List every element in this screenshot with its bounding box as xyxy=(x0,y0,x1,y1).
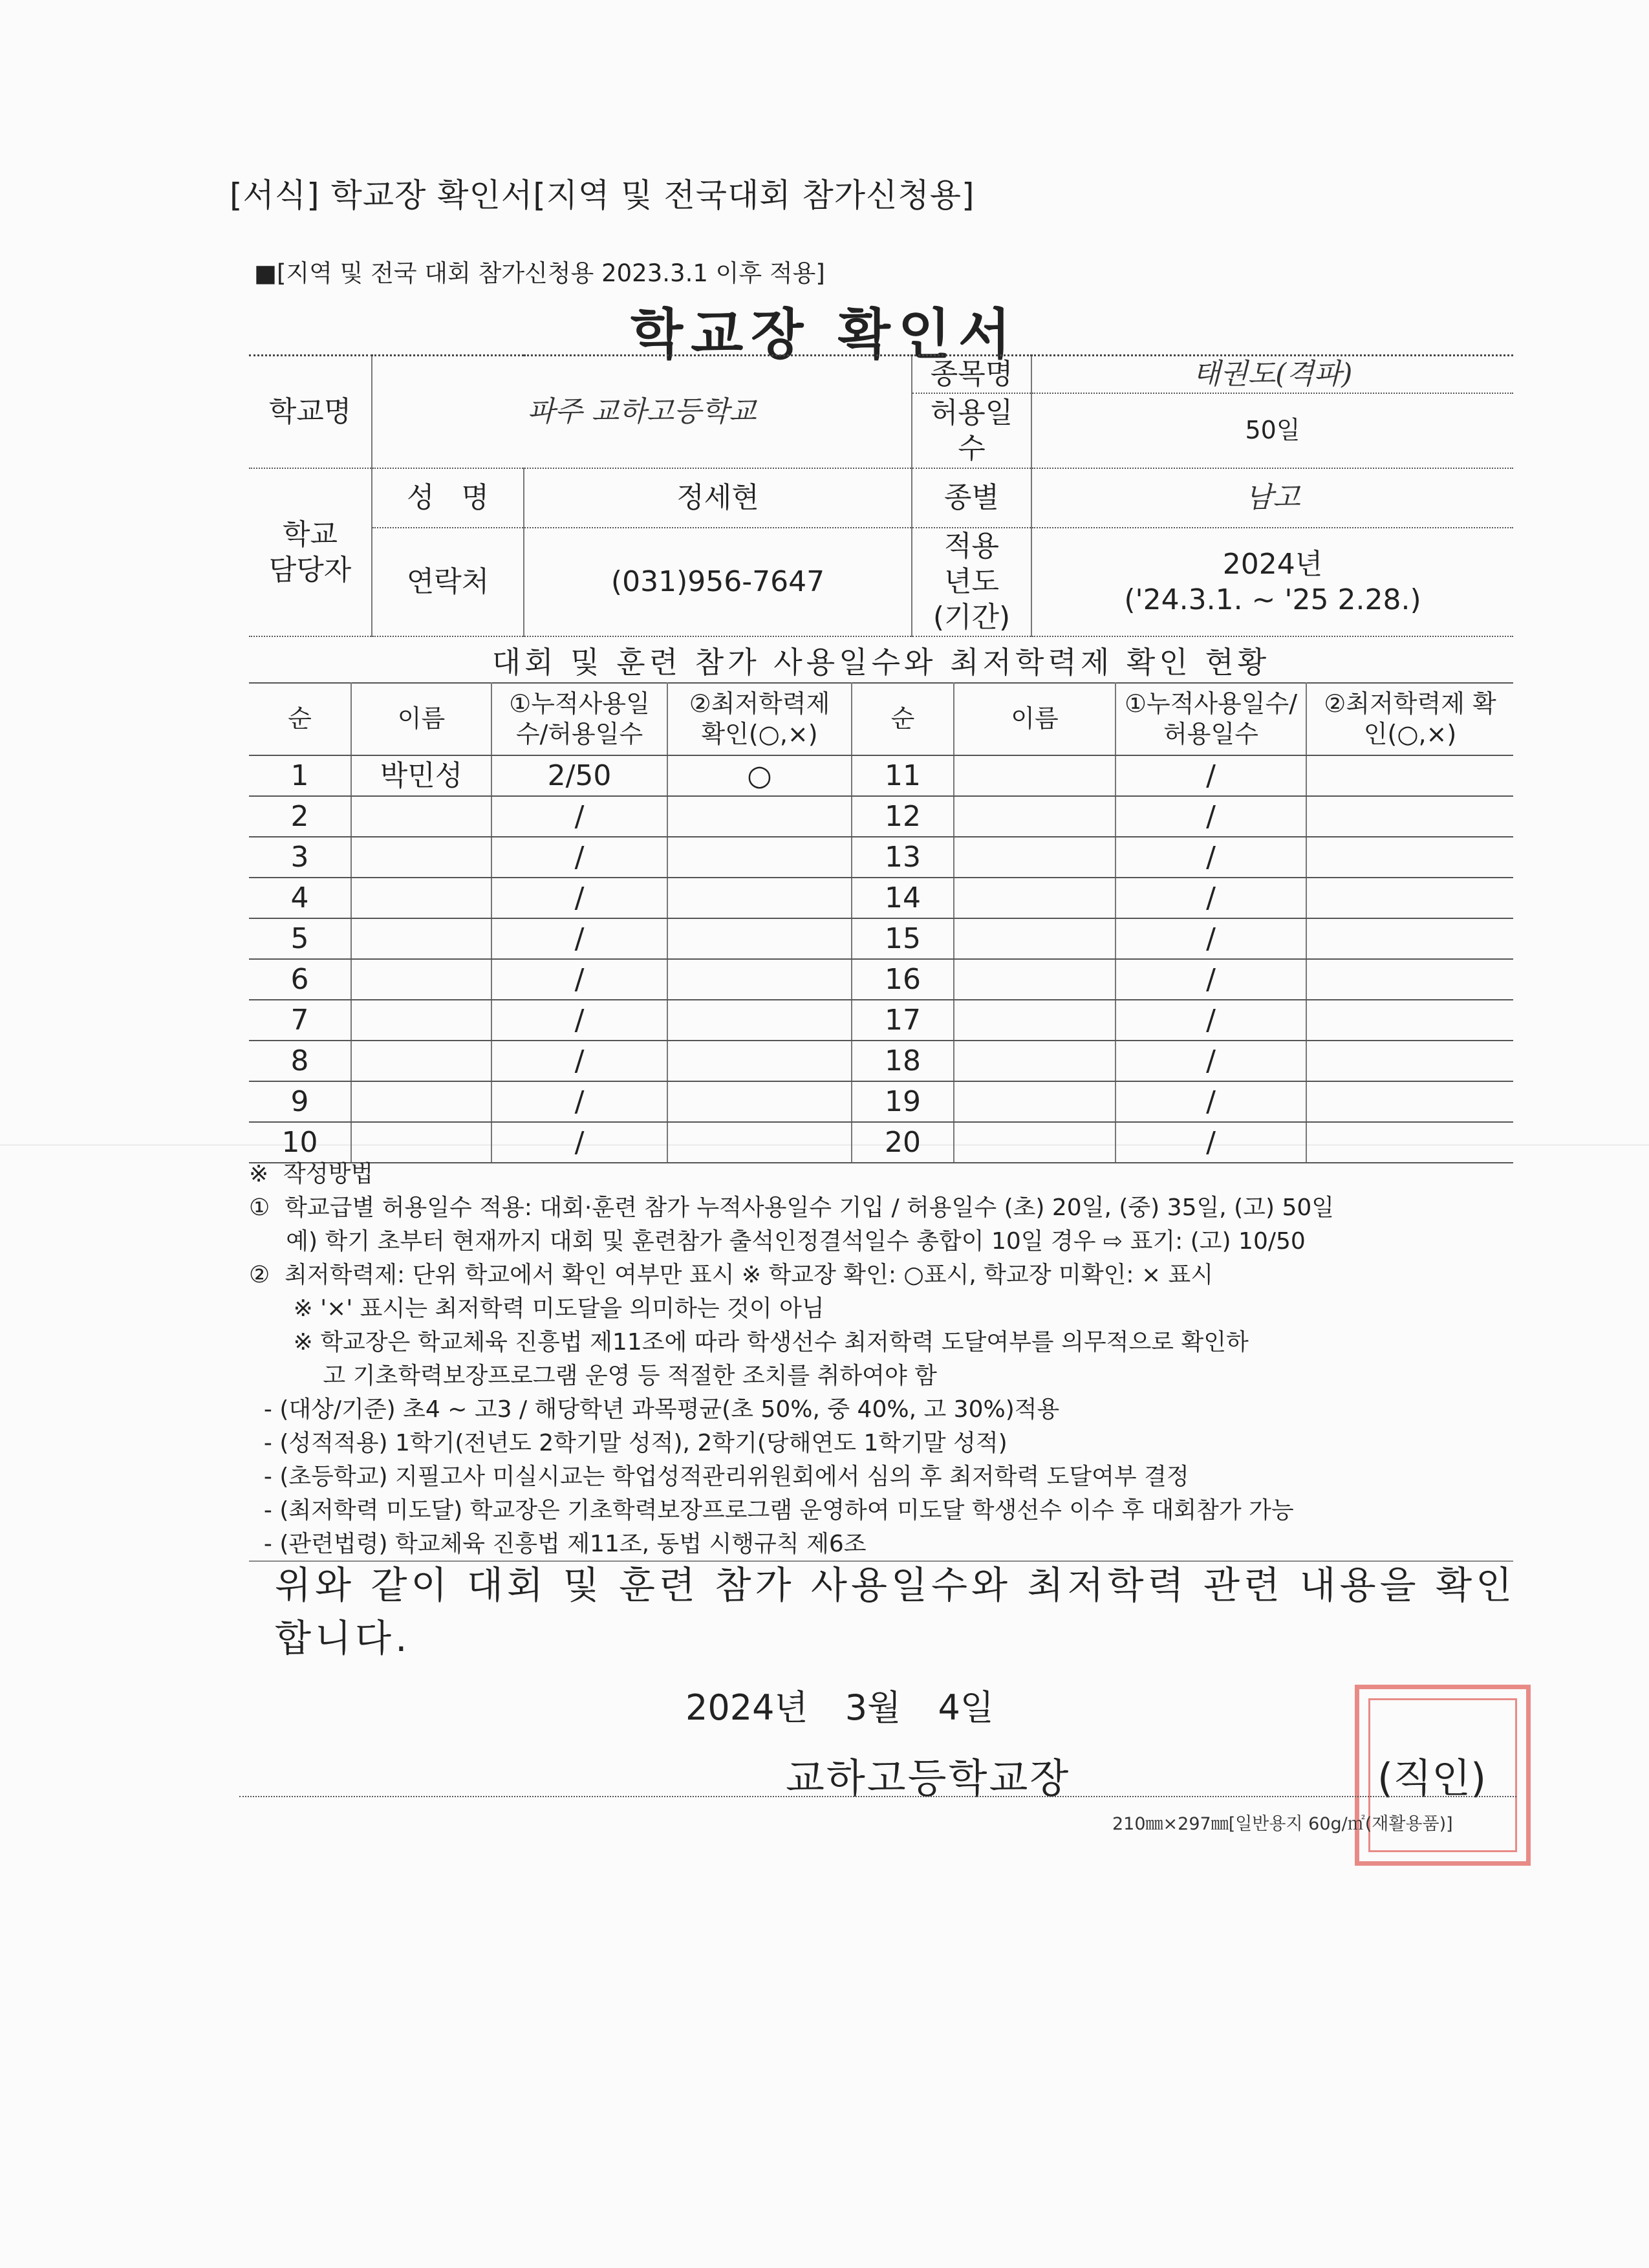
form-subtitle: ■[지역 및 전국 대회 참가신청용 2023.3.1 이후 적용] xyxy=(254,259,825,287)
row-name xyxy=(351,837,491,878)
row-days: / xyxy=(491,918,667,959)
manager-label: 학교 담당자 xyxy=(249,468,372,636)
note-line: ※ 작성방법 xyxy=(249,1161,374,1187)
note-line: - (최저학력 미도달) 학교장은 기초학력보장프로그램 운영하여 미도달 학생선수 이수 후 대회참가 가능 xyxy=(249,1497,1294,1524)
note-line: 예) 학기 초부터 현재까지 대회 및 훈련참가 출석인정결석일수 총합이 10일 경우 ⇨ 표기: (고) 10/50 xyxy=(249,1228,1306,1255)
issue-date: 2024년 3월 4일 xyxy=(685,1687,994,1728)
row-no: 16 xyxy=(852,959,954,1000)
school-label: 학교명 xyxy=(249,356,372,468)
row-check xyxy=(667,837,852,878)
confirmation-statement xyxy=(275,1559,1516,1665)
row-no: 19 xyxy=(852,1081,954,1122)
row-no: 11 xyxy=(852,755,954,796)
row-name xyxy=(954,1000,1116,1041)
row-name xyxy=(954,755,1116,796)
row-name xyxy=(954,1122,1116,1163)
year-cell xyxy=(1031,528,1513,636)
row-no: 10 xyxy=(249,1122,351,1163)
note-line: 고 기초학력보장프로그램 운영 등 적절한 조치를 취하여야 함 xyxy=(249,1363,937,1389)
form-label: [서식] 학교장 확인서[지역 및 전국대회 참가신청용] xyxy=(230,177,975,214)
row-name xyxy=(351,959,491,1000)
row-no: 4 xyxy=(249,878,351,918)
confirmation-line: 위와 같이 대회 및 훈련 참가 사용일수와 최저학력 관련 내용을 확인 xyxy=(275,1563,1516,1607)
row-no: 18 xyxy=(852,1041,954,1081)
header-days: ①누적사용일수/허용일수 xyxy=(1116,683,1306,755)
page-title: 학교장 확인서 xyxy=(630,303,1019,366)
event-value: 태권도(격파) xyxy=(1031,356,1513,393)
row-check xyxy=(1306,918,1513,959)
contact-value: (031)956-7647 xyxy=(524,528,912,636)
row-no: 15 xyxy=(852,918,954,959)
row-no: 8 xyxy=(249,1041,351,1081)
row-days: / xyxy=(491,1122,667,1163)
table-row xyxy=(249,918,1513,959)
allowed-days-label: 허용일수 xyxy=(912,393,1031,468)
row-no: 3 xyxy=(249,837,351,878)
contact-label: 연락처 xyxy=(372,528,524,636)
row-check xyxy=(667,1081,852,1122)
school-value: 파주 교하고등학교 xyxy=(372,356,912,468)
seal-label: (직인) xyxy=(1377,1755,1487,1802)
note-line: - (초등학교) 지필고사 미실시교는 학업성적관리위원회에서 심의 후 최저학력 도달여부 결정 xyxy=(249,1463,1189,1490)
row-check xyxy=(1306,1000,1513,1041)
row-name xyxy=(954,959,1116,1000)
row-days: / xyxy=(1116,959,1306,1000)
row-check xyxy=(1306,796,1513,837)
row-days: / xyxy=(1116,1041,1306,1081)
writing-instructions xyxy=(249,1158,1334,1561)
header-check: ②최저학력제 확인(○,×) xyxy=(667,683,852,755)
row-days: / xyxy=(1116,1081,1306,1122)
row-days: / xyxy=(491,796,667,837)
row-check xyxy=(667,959,852,1000)
row-check xyxy=(1306,1041,1513,1081)
paper-spec: 210㎜×297㎜[일반용지 60g/㎡(재활용품)] xyxy=(1112,1814,1453,1834)
table-row xyxy=(249,1122,1513,1163)
note-line: - (성적적용) 1학기(전년도 2학기말 성적), 2학기(당해연도 1학기말 성적) xyxy=(249,1430,1008,1456)
header-days: ①누적사용일수/허용일수 xyxy=(491,683,667,755)
usage-table xyxy=(249,682,1513,1163)
header-name: 이름 xyxy=(954,683,1116,755)
period-value: ('24.3.1. ~ '25 2.28.) xyxy=(1124,583,1421,616)
row-name xyxy=(954,796,1116,837)
row-check xyxy=(1306,1081,1513,1122)
row-check xyxy=(1306,837,1513,878)
row-days: 2/50 xyxy=(491,755,667,796)
row-no: 2 xyxy=(249,796,351,837)
table-row xyxy=(249,796,1513,837)
table-row xyxy=(249,755,1513,796)
row-days: / xyxy=(1116,755,1306,796)
row-no: 13 xyxy=(852,837,954,878)
row-name xyxy=(351,1122,491,1163)
table-row xyxy=(249,959,1513,1000)
row-no: 5 xyxy=(249,918,351,959)
confirmation-line: 합니다. xyxy=(275,1616,411,1660)
row-days: / xyxy=(1116,837,1306,878)
row-days: / xyxy=(1116,1122,1306,1163)
row-days: / xyxy=(491,1000,667,1041)
row-name xyxy=(351,796,491,837)
row-check: ○ xyxy=(667,755,852,796)
table-row xyxy=(249,1041,1513,1081)
divider xyxy=(239,1796,1516,1797)
row-name xyxy=(351,1041,491,1081)
row-days: / xyxy=(1116,918,1306,959)
type-value: 남고 xyxy=(1031,468,1513,528)
row-no: 9 xyxy=(249,1081,351,1122)
row-no: 17 xyxy=(852,1000,954,1041)
table-row xyxy=(249,1081,1513,1122)
row-name: 박민성 xyxy=(351,755,491,796)
year-value: 2024년 xyxy=(1222,547,1323,581)
row-days: / xyxy=(1116,878,1306,918)
row-name xyxy=(351,918,491,959)
row-days: / xyxy=(491,878,667,918)
row-days: / xyxy=(1116,1000,1306,1041)
row-check xyxy=(1306,959,1513,1000)
row-days: / xyxy=(1116,796,1306,837)
row-check xyxy=(667,1041,852,1081)
row-name xyxy=(954,878,1116,918)
row-name xyxy=(954,1041,1116,1081)
note-line: ※ '×' 표시는 최저학력 미도달을 의미하는 것이 아님 xyxy=(249,1295,824,1322)
row-name xyxy=(351,1000,491,1041)
row-name xyxy=(954,837,1116,878)
row-name xyxy=(351,1081,491,1122)
table-row xyxy=(249,1000,1513,1041)
row-no: 6 xyxy=(249,959,351,1000)
row-check xyxy=(667,918,852,959)
header-no: 순 xyxy=(249,683,351,755)
allowed-days-value: 50일 xyxy=(1031,393,1513,468)
row-no: 14 xyxy=(852,878,954,918)
note-line: - (관련법령) 학교체육 진흥법 제11조, 동법 시행규칙 제6조 xyxy=(249,1531,867,1557)
row-check xyxy=(667,1122,852,1163)
info-table xyxy=(249,354,1513,637)
row-name xyxy=(954,1081,1116,1122)
note-line: ※ 학교장은 학교체육 진흥법 제11조에 따라 학생선수 최저학력 도달여부를 의무적으로 확인하 xyxy=(249,1329,1249,1355)
header-no: 순 xyxy=(852,683,954,755)
row-no: 20 xyxy=(852,1122,954,1163)
header-name: 이름 xyxy=(351,683,491,755)
note-line: ① 학교급별 허용일수 적용: 대회·훈련 참가 누적사용일수 기입 / 허용일수 (초) 20일, (중) 35일, (고) 50일 xyxy=(249,1194,1335,1221)
type-label: 종별 xyxy=(912,468,1031,528)
row-no: 12 xyxy=(852,796,954,837)
note-line: ② 최저학력제: 단위 학교에서 확인 여부만 표시 ※ 학교장 확인: ○표시, 학교장 미확인: × 표시 xyxy=(249,1262,1214,1288)
year-label: 적용년도 (기간) xyxy=(912,528,1031,636)
event-label: 종목명 xyxy=(912,356,1031,393)
row-check xyxy=(667,878,852,918)
note-line: - (대상/기준) 초4 ~ 고3 / 해당학년 과목평균(초 50%, 중 40%, 고 30%)적용 xyxy=(249,1396,1060,1423)
row-days: / xyxy=(491,1041,667,1081)
table-row xyxy=(249,837,1513,878)
row-check xyxy=(667,1000,852,1041)
header-check: ②최저학력제 확인(○,×) xyxy=(1306,683,1513,755)
principal-name: 교하고등학교장 xyxy=(786,1755,1071,1802)
section-title: 대회 및 훈련 참가 사용일수와 최저학력제 확인 현황 xyxy=(491,645,1271,680)
name-label: 성 명 xyxy=(372,468,524,528)
row-name xyxy=(351,878,491,918)
table-row xyxy=(249,878,1513,918)
row-check xyxy=(1306,878,1513,918)
row-name xyxy=(954,918,1116,959)
row-days: / xyxy=(491,959,667,1000)
row-check xyxy=(1306,755,1513,796)
name-value: 정세현 xyxy=(524,468,912,528)
row-check xyxy=(667,796,852,837)
row-check xyxy=(1306,1122,1513,1163)
row-no: 7 xyxy=(249,1000,351,1041)
row-days: / xyxy=(491,837,667,878)
row-days: / xyxy=(491,1081,667,1122)
row-no: 1 xyxy=(249,755,351,796)
